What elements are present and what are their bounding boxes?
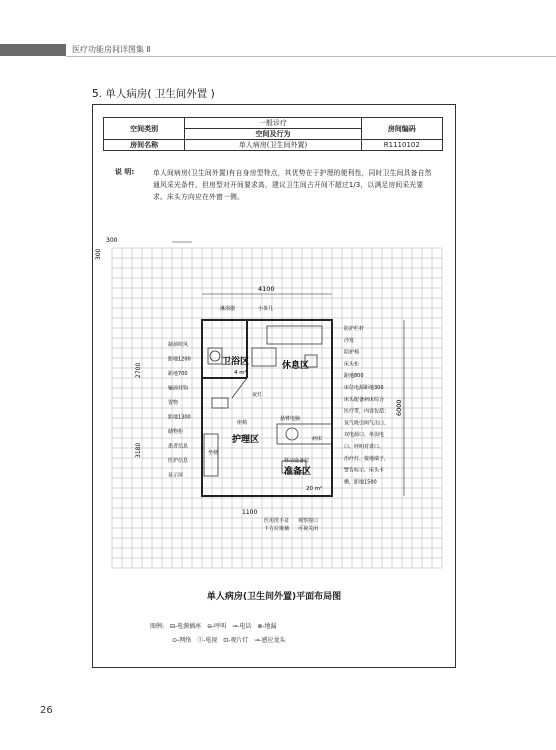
plan-label: 距地1300 [168, 414, 191, 421]
legend-label: 图例: [150, 623, 165, 630]
legend-item: ⊙-网络 [172, 637, 192, 644]
plan-label: 病床 [312, 436, 323, 442]
room-name-label: 房间名称 [104, 140, 185, 151]
zone-bath: 卫浴区 [222, 357, 250, 367]
zone-prep-area: 20 m² [306, 486, 323, 492]
plan-furniture [204, 326, 332, 476]
plan-label: 坐便 [208, 450, 219, 456]
plan-label: 下方垃圾桶 [264, 526, 290, 532]
space-behavior-label: 空间及行为 [185, 129, 361, 140]
header-bar [0, 44, 66, 56]
plan-label: 储物柜 [168, 429, 184, 435]
room-code-label: 房间编码 [361, 118, 442, 140]
plan-label: 治疗灯、接地端子， [344, 455, 390, 462]
labels-inner [208, 391, 322, 532]
plan-label: 距地800 [344, 373, 364, 380]
zone-prep: 准备区 [284, 467, 312, 477]
legend-item: ⊟-电源插座 [169, 623, 202, 630]
legend-item: ⊖-呼叫 [207, 623, 227, 630]
plan-label: 双电源口、单弱电 [344, 432, 385, 439]
dim-2700: 2700 [135, 362, 142, 378]
running-header: 医疗功能房间详图集 Ⅱ [72, 45, 151, 54]
note-label: 说 明: [115, 168, 135, 176]
zone-care: 护理区 [232, 435, 260, 445]
plan-label: 移动设备位 [284, 458, 310, 464]
plan-label: 悬臂电脑 [280, 416, 301, 422]
plan-label: 观察窗口 [298, 518, 319, 524]
labels-top [220, 305, 273, 312]
legend [150, 620, 290, 648]
plan-label: 床位电源距地300 [344, 385, 384, 391]
plan-label: 显示屏 [168, 472, 184, 479]
plan-label: 防护栏杆 [344, 326, 365, 332]
plan-label: 淋浴器 [220, 306, 236, 312]
plan-label: 口、呼叫对讲口、 [344, 444, 385, 450]
plan-label: 距地700 [168, 371, 188, 377]
legend-item: ⊡-观片灯 [223, 637, 249, 644]
plan-label: 制须吹风 [168, 342, 189, 348]
plan-label: 小茶几 [258, 306, 274, 312]
plan-label: 夜灯 [252, 392, 263, 398]
legend-item: ⊸-电话 [232, 623, 252, 630]
plan-label: 座椅 [237, 420, 248, 426]
plan-label: 距地1200 [168, 356, 191, 363]
plan-label: 输液挂钩 [168, 385, 189, 392]
plan-label: 床头柜 [344, 361, 360, 368]
plan-label: 陪护椅 [344, 349, 360, 356]
plan-label: 医用洗手盆 [264, 518, 290, 524]
dim-300-v: 300 [95, 248, 102, 260]
plan-label: 沙发 [344, 337, 355, 344]
zone-bath-area: 4 m² [234, 370, 247, 376]
zone-rest: 休息区 [282, 361, 310, 371]
plan-label: 槽，距地1500 [344, 479, 377, 486]
legend-item: ⊗-地漏 [257, 623, 277, 630]
room-code-value: R1110102 [361, 140, 442, 151]
plan-caption: 单人病房(卫生间外置)平面布局图 [206, 592, 342, 602]
room-name-value: 单人病房(卫生间外置) [185, 140, 361, 151]
dim-4100: 4100 [258, 285, 275, 293]
dim-300-h: 300 [106, 237, 118, 244]
section-title: 5. 单人病房( 卫生间外置 ) [92, 88, 215, 100]
header-rule [66, 56, 556, 57]
labels-left [168, 341, 191, 479]
page-number: 26 [40, 705, 53, 716]
labels-right [344, 325, 389, 485]
plan-label: 医疗带，内容包括： [344, 408, 390, 415]
note-text: 单人间病房(卫生间外置)有自身房型特点，其优势在于护理的便利性，同时卫生间具备自然通风采光条件，但房型对开间要求高，建议卫生间占开间不超过1/3，以满足房间采光要求。床头方向应在外窗一侧。 [153, 169, 432, 201]
dim-3180: 3180 [135, 442, 142, 458]
plan-label: 警告标示、床头卡 [344, 467, 385, 474]
legend-item: Ⓣ-电视 [197, 637, 218, 644]
plan-label: 医护信息 [168, 458, 189, 464]
space-category-value: 一般诊疗 [185, 118, 361, 129]
space-category-label: 空间类别 [104, 118, 185, 140]
room-meta-table [103, 117, 443, 151]
plan-label: 置物 [168, 400, 179, 406]
plan-label: 可视关闭 [298, 526, 319, 532]
plan-label: 患者信息 [168, 443, 189, 450]
legend-item: ⊸-感应龙头 [254, 637, 286, 644]
plan-label: 氧气吸引两气出口、 [344, 420, 390, 427]
dim-1100: 1100 [242, 509, 258, 516]
dim-6000: 6000 [395, 399, 403, 416]
floor-plan [92, 228, 456, 583]
plan-label: 床头配备病床综合 [344, 396, 385, 403]
